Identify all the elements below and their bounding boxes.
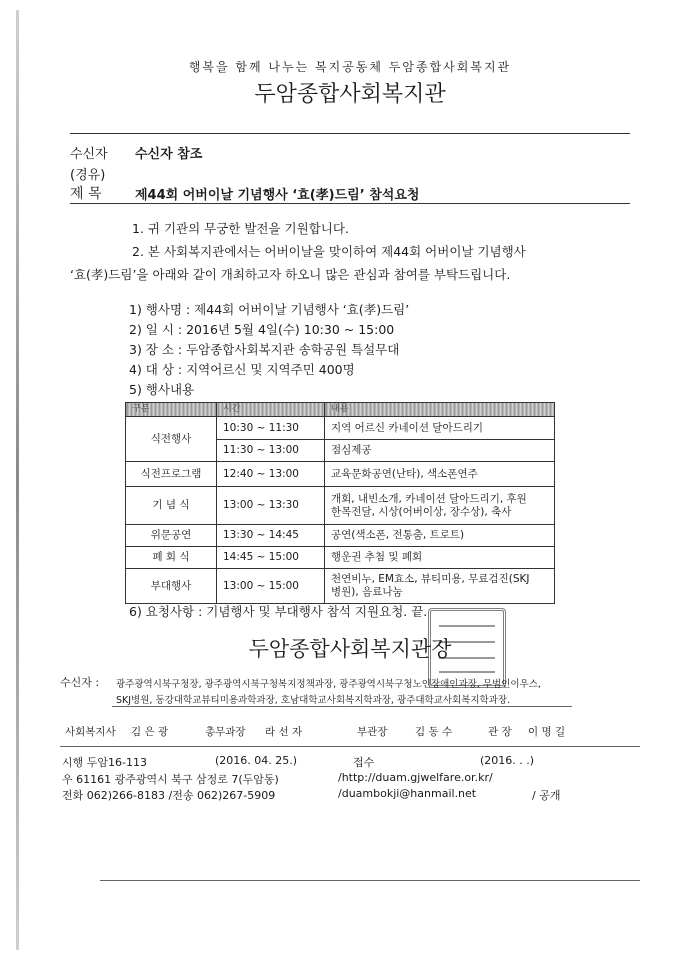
phone-fax: 전화 062)266-8183 /전송 062)267-5909 xyxy=(62,789,276,802)
schedule-content-line1: 천연비누, EM효소, 뷰티미용, 무료검진(SKJ xyxy=(331,573,530,585)
subject-label: 제 목 xyxy=(70,186,102,202)
homepage-url: /http://duam.gjwelfare.or.kr/ xyxy=(338,771,493,784)
address: 우 61161 광주광역시 북구 삼정로 7(두암동) xyxy=(62,773,279,786)
table-row xyxy=(126,462,555,487)
schedule-time: 13:00 ~ 15:00 xyxy=(217,569,325,604)
sender-name: 두암종합사회복지관장 xyxy=(248,637,452,661)
subject-divider xyxy=(70,203,630,204)
schedule-content: 공연(색소폰, 전통춤, 트로트) xyxy=(325,525,555,547)
schedule-content: 교육문화공연(난타), 색소폰연주 xyxy=(325,462,555,487)
scan-left-edge xyxy=(16,10,19,950)
org-title: 두암종합사회복지관 xyxy=(254,82,446,107)
schedule-cat: 기 념 식 xyxy=(126,487,217,525)
schedule-cat: 폐 회 식 xyxy=(126,547,217,569)
schedule-content xyxy=(325,487,555,525)
para-2-line2: ‘효(孝)드림’을 아래와 같이 개최하고자 하오니 많은 관심과 참여를 부탁드립니다. xyxy=(70,267,511,282)
signatory-1-name: 김 은 광 xyxy=(131,726,169,738)
signatory-4-title: 관 장 xyxy=(488,726,512,738)
signatory-2-name: 라 선 자 xyxy=(265,726,303,738)
schedule-content: 점심제공 xyxy=(325,440,555,462)
via-label: (경유) xyxy=(70,168,106,183)
schedule-content xyxy=(325,569,555,604)
subject-value: 제44회 어버이날 기념행사 ‘효(孝)드림’ 참석요청 xyxy=(135,188,420,203)
schedule-content-line2: 병원), 음료나눔 xyxy=(331,586,403,598)
schedule-cat: 위문공연 xyxy=(126,525,217,547)
signature-divider xyxy=(60,746,640,747)
schedule-header-cat: 구분 xyxy=(126,403,217,417)
schedule-content: 지역 어르신 카네이션 달아드리기 xyxy=(325,417,555,440)
item-event-name: 1) 행사명 : 제44회 어버이날 기념행사 ‘효(孝)드림’ xyxy=(129,302,410,317)
table-row xyxy=(126,417,555,440)
schedule-content-line1: 개회, 내빈소개, 카네이션 달아드리기, 후원 xyxy=(331,492,527,505)
schedule-time: 14:45 ~ 15:00 xyxy=(217,547,325,569)
signatory-1-title: 사회복지사 xyxy=(65,726,116,738)
schedule-time: 13:30 ~ 14:45 xyxy=(217,525,325,547)
schedule-cat: 부대행사 xyxy=(126,569,217,604)
recipients-line1: 광주광역시북구청장, 광주광역시북구청복지정책과장, 광주광역시북구청노인장애인과장, 무범인이우스, xyxy=(116,679,541,690)
recipients-line2: SKJ병원, 동강대학교뷰티미용과학과장, 호남대학교사회복지학과장, 광주대학교사회복지학과장. xyxy=(116,695,511,706)
schedule-time: 13:00 ~ 13:30 xyxy=(217,487,325,525)
signatory-2-title: 총무과장 xyxy=(205,726,246,738)
recipient-value: 수신자 참조 xyxy=(135,147,203,162)
recipients-underline xyxy=(112,706,572,707)
recipient-label: 수신자 xyxy=(70,147,108,162)
schedule-content-line2: 한목전달, 시상(어버이상, 장수상), 축사 xyxy=(331,505,512,518)
table-row xyxy=(126,547,555,569)
item-target: 4) 대 상 : 지역어르신 및 지역주민 400명 xyxy=(129,362,355,377)
doc-number: 시행 두암16-113 xyxy=(62,756,147,769)
schedule-time: 11:30 ~ 13:00 xyxy=(217,440,325,462)
schedule-cat: 식전행사 xyxy=(126,417,217,462)
table-row xyxy=(126,487,555,525)
table-row xyxy=(126,525,555,547)
schedule-time: 10:30 ~ 11:30 xyxy=(217,417,325,440)
item-date: 2) 일 시 : 2016년 5월 4일(수) 10:30 ~ 15:00 xyxy=(129,322,395,337)
item-request: 6) 요청사항 : 기념행사 및 부대행사 참석 지원요청. 끝. xyxy=(129,604,428,619)
schedule-table xyxy=(125,402,555,604)
item-content-label: 5) 행사내용 xyxy=(129,382,195,397)
slogan: 행복을 함께 나누는 복지공동체 두암종합사회복지관 xyxy=(188,60,512,74)
schedule-cat: 식전프로그램 xyxy=(126,462,217,487)
item-place: 3) 장 소 : 두암종합사회복지관 송학공원 특설무대 xyxy=(129,342,400,357)
schedule-header-content: 내용 xyxy=(325,403,555,417)
schedule-content: 행운권 추첨 및 폐회 xyxy=(325,547,555,569)
schedule-header-time: 시간 xyxy=(217,403,325,417)
table-row xyxy=(126,569,555,604)
bottom-rule xyxy=(100,880,640,881)
header-divider xyxy=(70,133,630,134)
receipt-date: (2016. . .) xyxy=(480,754,535,767)
email: /duambokji@hanmail.net xyxy=(338,787,477,800)
receipt-label: 접수 xyxy=(353,756,375,769)
schedule-header-row xyxy=(126,403,555,417)
signatory-3-name: 김 동 수 xyxy=(415,726,453,738)
signatory-4-name: 이 명 길 xyxy=(528,726,566,738)
doc-date: (2016. 04. 25.) xyxy=(215,754,298,767)
para-1: 1. 귀 기관의 무궁한 발전을 기원합니다. xyxy=(132,221,349,236)
para-2-line1: 2. 본 사회복지관에서는 어버이날을 맞이하여 제44회 어버이날 기념행사 xyxy=(132,244,526,259)
schedule-time: 12:40 ~ 13:00 xyxy=(217,462,325,487)
disclosure: / 공개 xyxy=(532,789,561,802)
signatory-3-title: 부관장 xyxy=(357,726,388,738)
recipients-label: 수신자 : xyxy=(60,676,100,689)
